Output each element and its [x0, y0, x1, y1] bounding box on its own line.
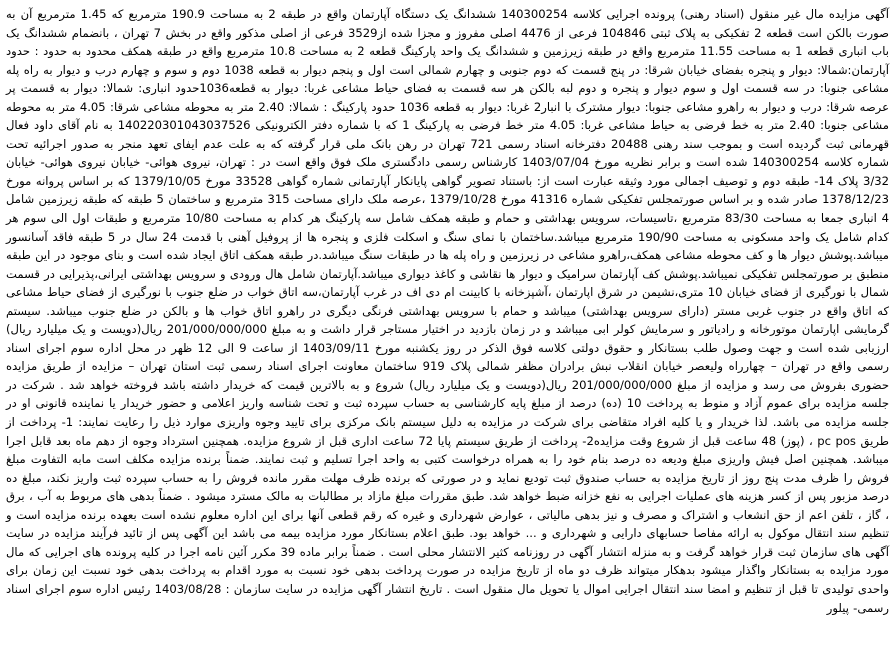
- auction-notice-body: آگهی مزایده مال غیر منقول (اسناد رهنی) پرونده اجرایی کلاسه 140300254 ششدانگ یک دستگاه آپارتمان واقع در طبقه 2 به مساحت 190.9 مترمربع که 1.45 مترمربع آن به صورت بالکن است قطعه 2 تفکیکی به پلاک ثبتی 104846 فرعی از 4476 اصلی مفروز و مجزا شده از3529 فرعی از اصلی مذکور واقع در بخش 7 تهران ، بانضمام ششدانگ یک باب انباری قطعه 1 به مساحت 11.55 مترمربع واقع در طبقه زیرزمین و ششدانگ یک واحد پارکینگ قطعه 2 به مساحت 10.8 مترمربع واقع در طبقه همکف محدود به حدود : حدود آپارتمان:شمالا: دیوار و پنجره بفضای خیابان شرقا: در پنج قسمت که دوم جنوبی و چهارم شمالی است اول و پنجم دیوار به قطعه 1038 دوم و سوم و چهارم درب و دیوار به راه پله مشاعی جنوبا: در سه قسمت اول و سوم دیوار و پنجره و دوم لبه بالکن هر سه قسمت به فضای حیاط مشاعی غربا: دیوار به قطعه1036حدود انباری: شمالا: دیوار به قسمت پر عرصه شرقا: درب و دیوار به راهرو مشاعی جنوبا: دیوار مشترک با انبار2 غربا: دیوار به قطعه 1036 حدود پارکینگ : شمالا: 2.40 متر به محوطه مشاعی شرقا: 4.05 متر به محوطه مشاعی جنوبا: 2.40 متر به خط فرضی به حیاط مشاعی غربا: 4.05 متر خط فرضی به پارکینگ 1 که با شماره دفتر الکترونیکی 140220301043037526 به نام آقای داود فعال قهرمانی ثبت گردیده است و بموجب سند رهنی 20488 دفترخانه اسناد رسمی 721 تهران در رهن بانک ملی قرار گرفته که به علت عدم ایفای تعهد منجر به صدور اجرائیه تحت شماره کلاسه 140300254 شده است و برابر نظریه مورخ 1403/07/04 کارشناس رسمی دادگستری ملک فوق واقع است در : تهران، نیروی هوائی- خیابان نیروی هوائی- خیابان 3/32 پلاک 14- طبقه دوم و توصیف اجمالی مورد وثیقه عبارت است از: باستناد تصویر گواهی پایانکار آپارتمانی شماره گواهی 33528 مورخ 1379/10/05 که بر اساس پروانه مورخ 1378/12/23 صادر شده و بر اساس صورتمجلس تفکیکی شماره 41316 مورخ 1379/10/28 ،عرصه ملک دارای مساحت 315 مترمربع و ساختمان 5 طبقه که طبقه زیرزمین شامل 4 انباری جمعا به مساحت 83/30 مترمربع ،تاسیسات، سرویس بهداشتی و حمام و طبقه همکف شامل سه پارکینگ هر کدام به مساحت 10/80 مترمربع و طبقات اول الی سوم هر کدام شامل یک واحد مسکونی به مساحت 190/90 مترمربع میباشد.ساختمان با نمای سنگ و اسکلت فلزی و پنجره ها از پروفیل آهنی با قدمت 24 سال در 5 طبقه فاقد آسانسور میباشد.پوشش دیوار ها و کف محوطه مشاعی همکف،راهرو مشاعی در زیرزمین و راه پله ها در طبقات سنگ میباشد.در طبقه همکف اتاق ایجاد شده است و بنای موجود در این طبقه منطبق بر صورتمجلس تفکیکی نمیباشد.پوشش کف آپارتمان سرامیک و دیوار ها نقاشی و کاغذ دیواری میباشد.آپارتمان شامل هال ورودی و سرویس بهداشتی ایرانی،پذیرایی در قسمت شمال با نورگیری از فضای خیابان 10 متری،نشیمن در شرق اپارتمان ،آشپزخانه با کابینت ام دی اف در غرب آپارتمان،سه اتاق خواب در ضلع جنوب با نورگیری از فضای حیاط مشاعی که اتاق واقع در جنوب غربی مستر (دارای سرویس بهداشتی) میباشد و حمام با سرویس بهداشتی فرنگی دیگری در راهرو اتاق خواب ها و بالکن در ضلع جنوب میباشد. سیستم گرمایشی اپارتمان موتورخانه و رادیاتور و سرمایش کولر ابی میباشد و در زمان بازدید در اختیار مستاجر قرار داشت و به مبلغ 201/000/000/000 ریال(دویست و یک میلیارد ریال) ارزیابی شده است و جهت وصول طلب بستانکار و حقوق دولتی کلاسه فوق الذکر در روز یکشنبه مورخ 1403/09/11 از ساعت 9 الی 12 ظهر در محل اداره سوم اجرای اسناد رسمی واقع در تهران – چهارراه ولیعصر خیابان انقلاب نبش برادران مظفر شمالی پلاک 919 ساختمان معاونت اجرای اسناد رسمی ثبت استان تهران – مزایده از طریق مزایده حضوری بفروش می رسد و مزایده از مبلغ 201/000/000/000 ریال(دویست و یک میلیارد ریال) شروع و به بالاترین قیمت که خریدار داشته باشد فروخته خواهد شد . شرکت در جلسه مزایده برای عموم آزاد و منوط به پرداخت 10 (ده) درصد از مبلغ پایه کارشناسی به حساب سپرده ثبت و تحت شناسه واریز اعلامی و حضور خریدار یا نماینده قانونی او در جلسه مزایده می باشد. لذا خریدار و یا کلیه افراد متقاضی برای شرکت در مزایده به دلیل سیستم بانک مرکزی برای تایید وجوه واریزی موارد ذیل را رعایت نمایند: 1- پرداخت از طریق pc pos ، (پوز) 48 ساعت قبل از شروع وقت مزایده2- پرداخت از طریق سیستم پایا 72 ساعت اداری قبل از شروع مزایده. همچنین استرداد وجوه از دهم ماه بعد قابل اجرا میباشد. همچنین اصل فیش واریزی مبلغ ودیعه ده درصد بنام خود را به همراه درخواست کتبی به واحد اجرا تسلیم و ثبت نمایند. ضمناً برنده مزایده مکلف است مابه التفاوت مبلغ فروش را ظرف مدت پنج روز از تاریخ مزایده به حساب صندوق ثبت تودیع نماید و در صورتی که برنده ظرف مهلت مقرر مانده فروش را به حساب سپرده ثبت واریز نکند، مبلغ ده درصد مزبور پس از کسر هزینه های عملیات اجرایی به نفع خزانه ضبط خواهد شد. طبق مقررات مبلغ مازاد بر مطالبات به مالک مسترد میشود . ضمناً بدهی های مربوط به آب ، برق ، گاز ، تلفن اعم از حق انشعاب و اشتراک و مصرف و نیز بدهی مالیاتی ، عوارض شهرداری و غیره که رقم قطعی آنها برای این اداره معلوم نشده است بعهده برنده مزایده است و تنظیم سند انتقال موکول به ارائه مفاصا حسابهای دارایی و شهرداری و ... خواهد بود. طبق اعلام بستانکار مورد مزایده بیمه می باشد این آگهی پس از تائید فرآیند مزایده در سایت آگهی های سازمان ثبت قرار خواهد گرفت و به منزله انتشار آگهی در روزنامه کثیر الانتشار محلی است . ضمناً برابر ماده 39 مکرر آئین نامه اجرا در کلیه پرونده های اجرایی که مال مورد مزایده به بستانکار واگذار میشود بدهکار میتواند ظرف دو ماه از تاریخ مزایده در صورت پرداخت بدهی خود نسبت به مورد اقدام به پرداخت بدهی خود نسبت این زمان برای واحدی تولیدی تا قبل از تنظیم و امضا سند انتقال اجرایی اموال یا تحویل مال منقول است . تاریخ انتشار آگهی مزایده در سایت سازمان : 1403/08/28 رئیس اداره سوم اجرای اسناد رسمی- پیلور: [6, 7, 890, 615]
